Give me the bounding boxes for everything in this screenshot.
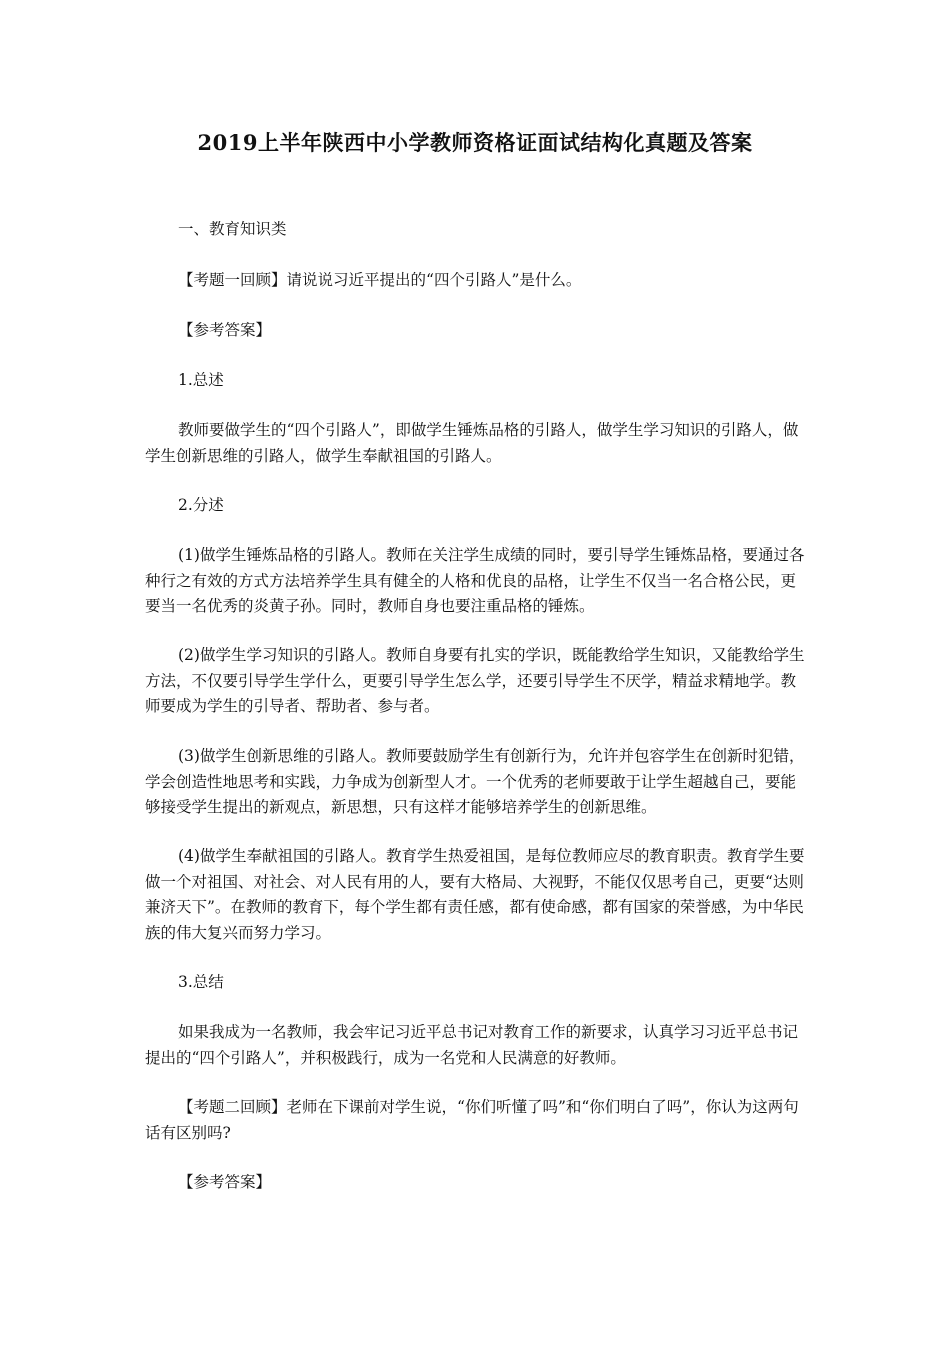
answer-2-label: 【参考答案】: [178, 1173, 272, 1191]
detail-paragraph-4: (4)做学生奉献祖国的引路人。教育学生热爱祖国，是每位教师应尽的教育职责。教育学生要做一个对祖国、对社会、对人民有用的人，要有大格局、大视野，不能仅仅思考自己，更要“达则兼济天下”。在教师的教育下，每个学生都有责任感，都有使命感，都有国家的荣誉感，为中华民族的伟大复兴而努力学习。: [145, 847, 805, 942]
detail-paragraph-2: (2)做学生学习知识的引路人。教师自身要有扎实的学识，既能教给学生知识，又能教给学生方法，不仅要引导学生学什么，更要引导学生怎么学，还要引导学生不厌学，精益求精地学。教师要成为学生的引导者、帮助者、参与者。: [145, 646, 805, 715]
section-heading: 一、教育知识类: [178, 220, 287, 238]
question-2: [145, 1095, 810, 1146]
detail-paragraph-3: (3)做学生创新思维的引路人。教师要鼓励学生有创新行为，允许并包容学生在创新时犯错，学会创造性地思考和实践，力争成为创新型人才。一个优秀的老师要敢于让学生超越自己，要能够接受学生提出的新观点，新思想，只有这样才能够培养学生的创新思维。: [145, 747, 805, 816]
details-heading: 2.分述: [178, 496, 224, 514]
question-1: [145, 268, 810, 294]
summary-paragraph: 如果我成为一名教师，我会牢记习近平总书记对教育工作的新要求，认真学习习近平总书记提出的“四个引路人”，并积极践行，成为一名党和人民满意的好教师。: [145, 1023, 799, 1067]
overview-heading: 1.总述: [178, 371, 224, 389]
overview-paragraph: 教师要做学生的“四个引路人”，即做学生锤炼品格的引路人，做学生学习知识的引路人，做学生创新思维的引路人，做学生奉献祖国的引路人。: [145, 421, 799, 465]
question-2-text: 老师在下课前对学生说，“你们听懂了吗”和“你们明白了吗”，你认为这两句话有区别吗?: [145, 1098, 799, 1142]
question-2-label: 【考题二回顾】: [178, 1098, 287, 1116]
summary-heading: 3.总结: [178, 973, 224, 991]
question-1-text: 请说说习近平提出的“四个引路人”是什么。: [286, 271, 582, 289]
document-title: 2019上半年陕西中小学教师资格证面试结构化真题及答案: [197, 130, 753, 155]
question-1-label: 【考题一回顾】: [178, 271, 287, 289]
detail-paragraph-1: (1)做学生锤炼品格的引路人。教师在关注学生成绩的同时，要引导学生锤炼品格，要通过各种行之有效的方式方法培养学生具有健全的人格和优良的品格，让学生不仅当一名合格公民，更要当一名优秀的炎黄子孙。同时，教师自身也要注重品格的锤炼。: [145, 546, 805, 615]
answer-1-label: 【参考答案】: [178, 321, 272, 339]
